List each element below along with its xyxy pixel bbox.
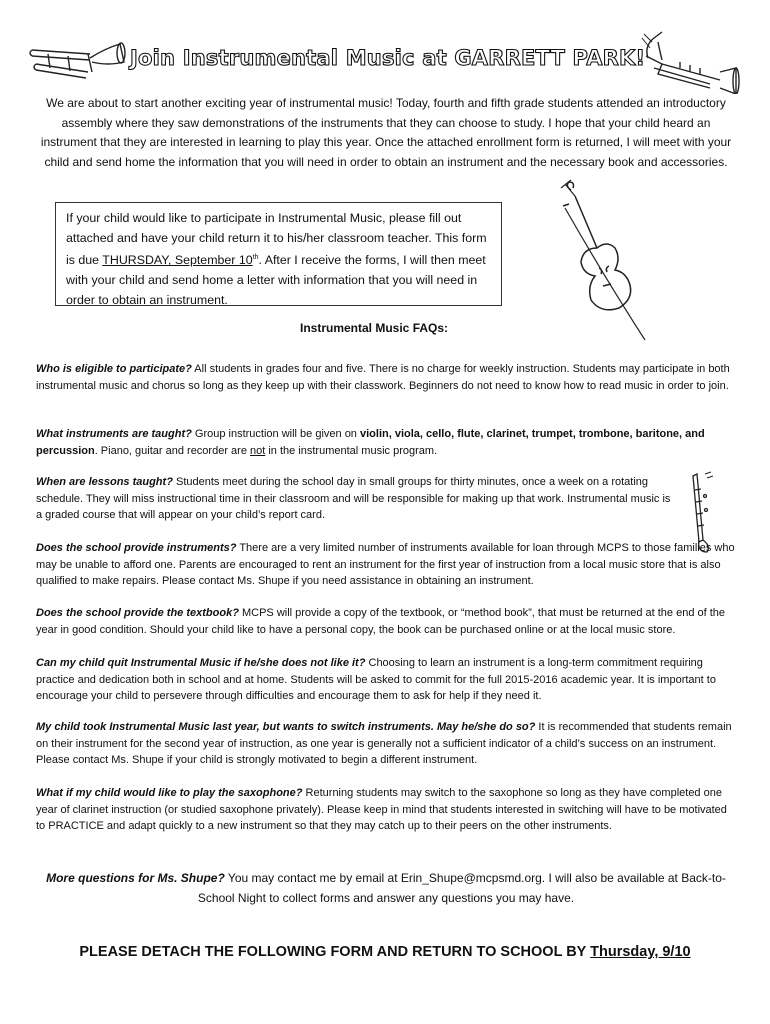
trombone-icon [28, 40, 128, 82]
intro-paragraph: We are about to start another exciting year of instrumental music! Today, fourth and fifth grade students attended an introductory assembly where they saw demonstrations of the instruments that they can choose to study. I hope that your child heard an instrument that they are interested in learning to play this year. Once the attached enrollment form is returned, I will meet with your child and send home the information that you will need in order to obtain an instrument and the necessary book and accessories. [40, 96, 732, 169]
page-title: Join Instrumental Music at GARRETT PARK! [130, 46, 646, 70]
faq-instruments [36, 426, 736, 459]
detach-text: PLEASE DETACH THE FOLLOWING FORM AND RETURN TO SCHOOL BY [79, 944, 591, 960]
instrument-list: violin, viola, cello, flute, clarinet, trumpet, trombone, baritone, and percussion [36, 428, 705, 457]
notice-text: If your child would like to participate in Instrumental Music, please fill out attached and have your child return it to his/her classroom teacher. This form is due [66, 211, 487, 268]
faq-quit [36, 655, 736, 705]
faq-question: What instruments are taught? [36, 428, 192, 440]
detach-instruction [0, 944, 770, 960]
participation-notice-box [55, 202, 502, 306]
contact-paragraph [36, 869, 736, 908]
due-date-suffix: th [252, 254, 259, 262]
faq-answer: Group instruction will be given on [191, 428, 360, 440]
faq-question: Does the school provide instruments? [36, 542, 237, 554]
faq-saxophone [36, 785, 736, 835]
violin-icon [545, 178, 655, 348]
notice-text-end: . After I receive the forms, I will then meet with your child and send home a letter with information that you will need in order to obtain an instrument. [66, 253, 486, 307]
faq-answer: It is recommended that students remain on their instrument for the second year of instruction, as one year is generally not a sufficient indicator of a child’s success on an instrument. Please contact Ms. Shupe if your child is strongly motivated to begin a different instrument. [36, 721, 732, 766]
faq-answer: Choosing to learn an instrument is a long-term commitment requiring practice and dedication both in school and at home. Students will be asked to commit for the full 2015-2016 academic year. It is important to encourage your child to persevere through difficulties and encourage them to ask for help if they need it. [36, 657, 716, 702]
faq-question: Does the school provide the textbook? [36, 607, 239, 619]
faq-provide-instruments [36, 540, 736, 590]
faq-question: What if my child would like to play the saxophone? [36, 787, 303, 799]
faq-answer: There are a very limited number of instruments available for loan through MCPS to those families who may be unable to afford one. Parents are encouraged to rent an instrument for the first year of instruction from a local music store that is also qualified to make repairs. Please contact Ms. Shupe if you need assistance in obtaining an instrument. [36, 542, 735, 587]
faq-switch [36, 719, 736, 769]
faq-answer-end: in the instrumental music program. [265, 444, 438, 457]
faq-textbook [36, 605, 736, 638]
faqs-heading: Instrumental Music FAQs: [300, 321, 449, 335]
faq-answer: Students meet during the school day in small groups for thirty minutes, once a week on a rotating schedule. They will miss instructional time in their classroom and will be responsible for making up that work. Instrumental music is a graded course that will appear on your child’s report card. [36, 476, 671, 521]
contact-answer: You may contact me by email at Erin_Shupe@mcpsmd.org. I will also be available at Back-to-School Night to collect forms and answer any questions you may have. [197, 871, 726, 905]
faq-question: Who is eligible to participate? [36, 363, 192, 375]
contact-question: More questions for Ms. Shupe? [46, 871, 225, 885]
faq-question: Can my child quit Instrumental Music if he/she does not like it? [36, 657, 366, 669]
faq-answer-cont: . Piano, guitar and recorder are [94, 444, 250, 457]
faq-emphasis-not: not [250, 444, 266, 457]
faq-answer: Returning students may switch to the saxophone so long as they have completed one year of clarinet instruction (or studied saxophone privately). Please keep in mind that students interested in switching will have to be motivated to PRACTICE and adapt quickly to a new instrument so that they may catch up to their peers on the other instruments. [36, 787, 727, 832]
faq-answer: All students in grades four and five. There is no charge for weekly instruction. Students may participate in both instrumental music and chorus so long as they keep up with their classwork. Beginners do not need to know how to read music in order to join. [36, 363, 730, 392]
faq-eligible [36, 361, 736, 394]
due-date: THURSDAY, September 10 [102, 253, 253, 268]
faq-question: When are lessons taught? [36, 476, 173, 488]
faq-answer: MCPS will provide a copy of the textbook, or “method book”, that must be returned at the end of the year in good condition. Should your child like to have a personal copy, the book can be purchased online or at the local music store. [36, 607, 726, 636]
faq-when [36, 474, 676, 524]
detach-date: Thursday, 9/10 [590, 944, 691, 960]
trumpet-icon [640, 28, 740, 94]
faq-question: My child took Instrumental Music last year, but wants to switch instruments. May he/she do so? [36, 721, 536, 733]
